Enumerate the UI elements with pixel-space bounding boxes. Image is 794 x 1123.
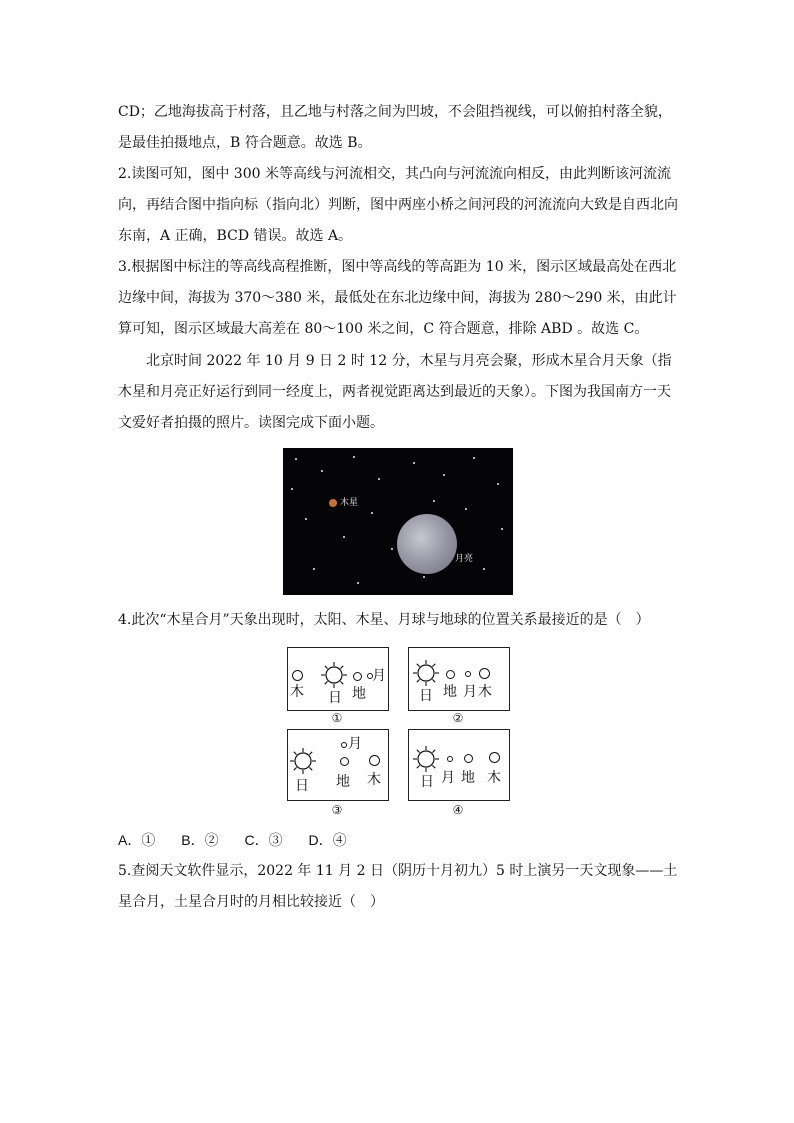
jupiter-dot bbox=[329, 499, 337, 507]
answer-paragraph-1: CD；乙地海拔高于村落，且乙地与村落之间为凹坡，不会阻挡视线，可以俯拍村落全貌，是最佳拍摄地点，B 符合题意。故选 B。 bbox=[118, 104, 672, 151]
moon-label: 月亮 bbox=[455, 554, 474, 564]
diagram-2-number: ② bbox=[452, 711, 464, 725]
sun-icon bbox=[412, 745, 440, 773]
diagram-2-label-sun: 日 bbox=[419, 688, 433, 704]
option-c[interactable]: C．③ bbox=[244, 832, 283, 848]
option-d[interactable]: D．④ bbox=[308, 832, 347, 848]
jupiter-moon-photo bbox=[283, 448, 513, 595]
diagram-3-label-moon: 月 bbox=[348, 736, 362, 752]
intro-paragraph: 北京时间 2022 年 10 月 9 日 2 时 12 分，木星与月亮会聚，形成木星合月天象（指木星和月亮正好运行到同一经度上，两者视觉距离达到最近的天象）。下图为我国南方一天文爱好者拍摄的照片。读图完成下面小题。 bbox=[118, 353, 672, 431]
diagram-1-label-earth: 地 bbox=[352, 686, 366, 702]
diagram-1-label-jupiter: 木 bbox=[290, 684, 304, 700]
sun-icon bbox=[289, 747, 317, 775]
jupiter-circle bbox=[292, 670, 303, 681]
diagram-3-label-sun: 日 bbox=[295, 778, 309, 794]
jupiter-label: 木星 bbox=[340, 498, 359, 508]
diagram-1 bbox=[287, 647, 389, 711]
diagram-4 bbox=[408, 729, 510, 801]
answer-paragraph-2: 2.读图可知，图中 300 米等高线与河流相交，其凸向与河流流向相反，由此判断该河流流向，再结合图中指向标（指向北）判断，图中两座小桥之间河段的河流流向大致是自西北向东南，A 正确，BCD 错误。故选 A。 bbox=[118, 166, 678, 244]
diagram-1-label-sun: 日 bbox=[328, 690, 342, 706]
option-b[interactable]: B．② bbox=[181, 832, 219, 848]
diagram-3-label-jupiter: 木 bbox=[367, 772, 381, 788]
diagram-2-label-moon: 月 bbox=[463, 684, 477, 700]
option-a[interactable]: A．① bbox=[118, 832, 156, 848]
diagram-3-label-earth: 地 bbox=[336, 774, 350, 790]
diagram-4-label-jupiter: 木 bbox=[487, 770, 501, 786]
jupiter-circle bbox=[489, 752, 500, 763]
moon-disk bbox=[397, 514, 457, 574]
earth-circle bbox=[464, 754, 473, 763]
earth-circle bbox=[353, 672, 362, 681]
question-4: 4.此次“木星合月”天象出现时，太阳、木星、月球与地球的位置关系最接近的是（ ） bbox=[118, 612, 650, 628]
moon-circle bbox=[465, 671, 471, 677]
diagram-2-label-earth: 地 bbox=[443, 684, 457, 700]
diagram-3 bbox=[287, 729, 389, 801]
diagram-2-label-jupiter: 木 bbox=[478, 684, 492, 700]
earth-circle bbox=[446, 670, 455, 679]
answer-paragraph-3: 3.根据图中标注的等高线高程推断，图中等高线的等高距为 10 米，图示区域最高处在西北边缘中间，海拔为 370～380 米，最低处在东北边缘中间，海拔为 280～290 米，由此计算可知，图示区域最大高差在 80～100 米之间，C 符合题意，排除 ABD 。故选 C。 bbox=[118, 259, 677, 337]
diagram-2 bbox=[408, 647, 510, 711]
question-5: 5.查阅天文软件显示，2022 年 11 月 2 日（阴历十月初九）5 时上演另一天文现象——土星合月，土星合月时的月相比较接近（ ） bbox=[118, 863, 678, 910]
diagram-4-label-moon: 月 bbox=[441, 770, 455, 786]
earth-circle bbox=[340, 757, 349, 766]
diagram-1-number: ① bbox=[331, 711, 343, 725]
jupiter-circle bbox=[479, 668, 490, 679]
diagram-3-number: ③ bbox=[331, 803, 343, 817]
sun-icon bbox=[412, 659, 440, 687]
moon-circle bbox=[341, 742, 347, 748]
moon-circle bbox=[447, 756, 453, 762]
diagram-1-label-moon: 月 bbox=[372, 668, 386, 684]
diagram-4-label-earth: 地 bbox=[461, 770, 475, 786]
diagram-4-number: ④ bbox=[452, 803, 464, 817]
answer-options bbox=[118, 828, 369, 852]
diagram-4-label-sun: 日 bbox=[420, 774, 434, 790]
jupiter-circle bbox=[369, 755, 380, 766]
sun-icon bbox=[320, 661, 348, 689]
